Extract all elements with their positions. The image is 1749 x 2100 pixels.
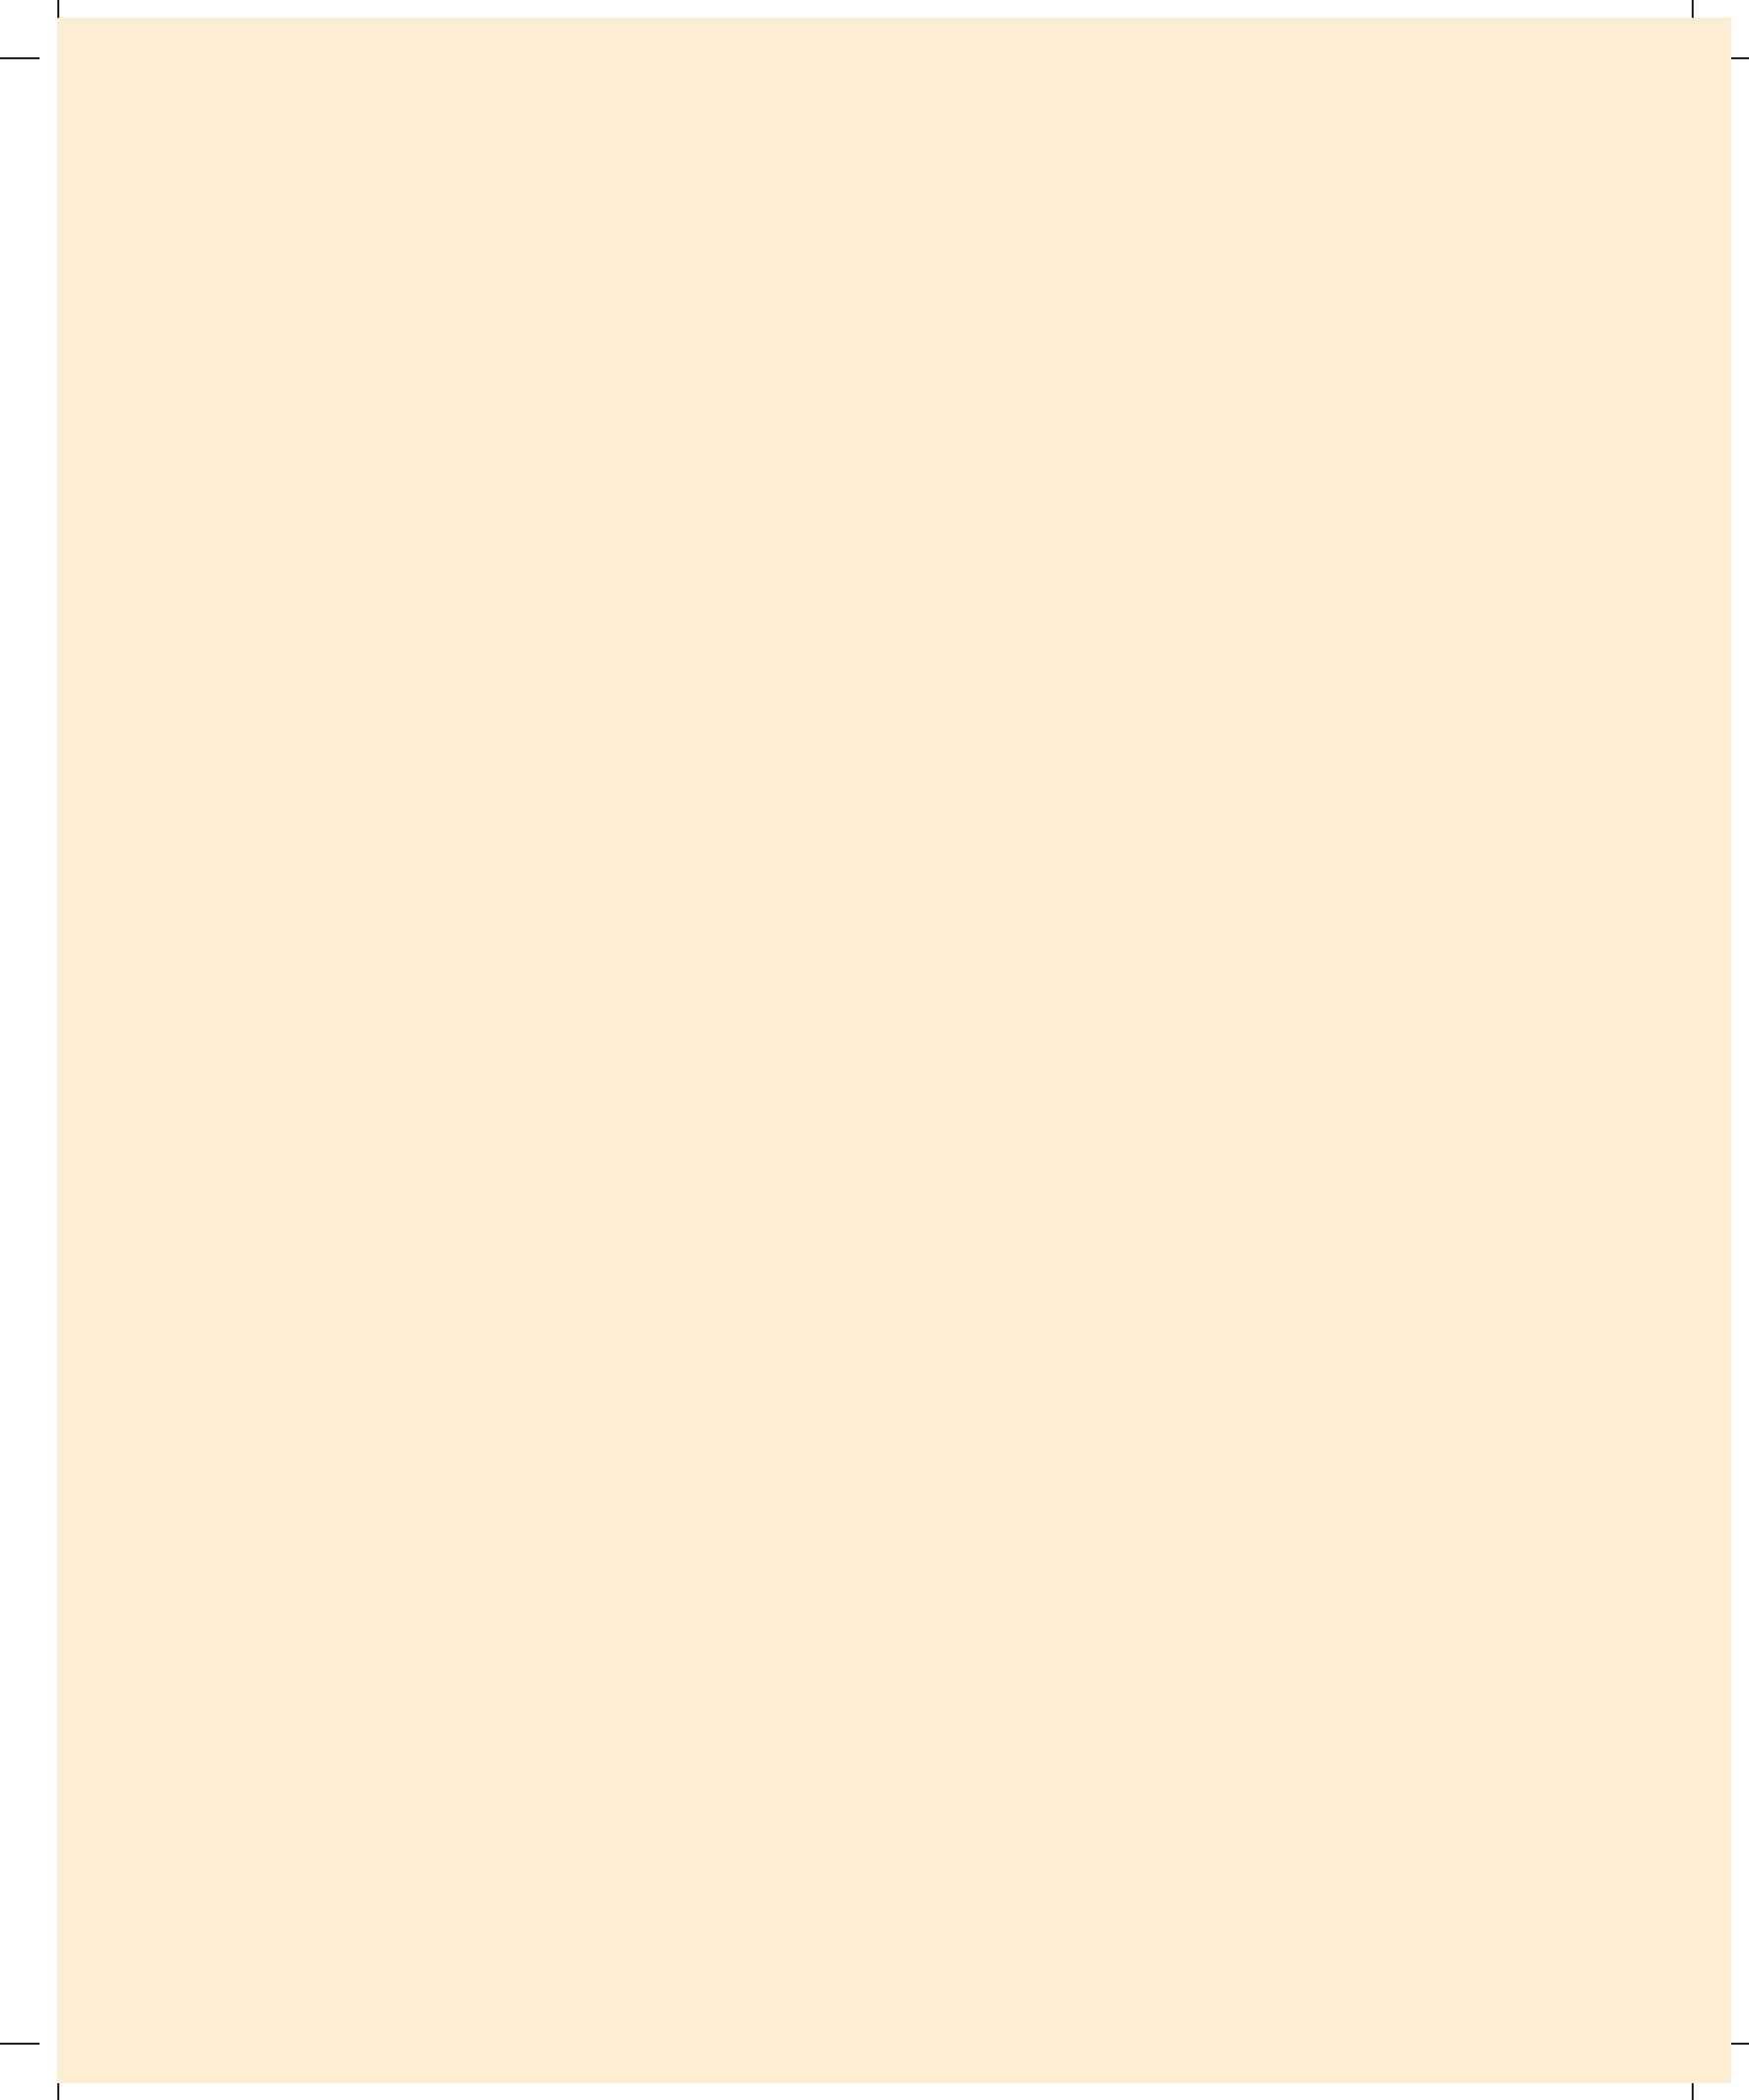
- crop-mark: [0, 57, 40, 59]
- page: [57, 18, 1731, 2083]
- ministry-logo-icon: [154, 1878, 411, 2036]
- crop-mark: [0, 2043, 40, 2045]
- decorative-border: [57, 18, 1731, 2083]
